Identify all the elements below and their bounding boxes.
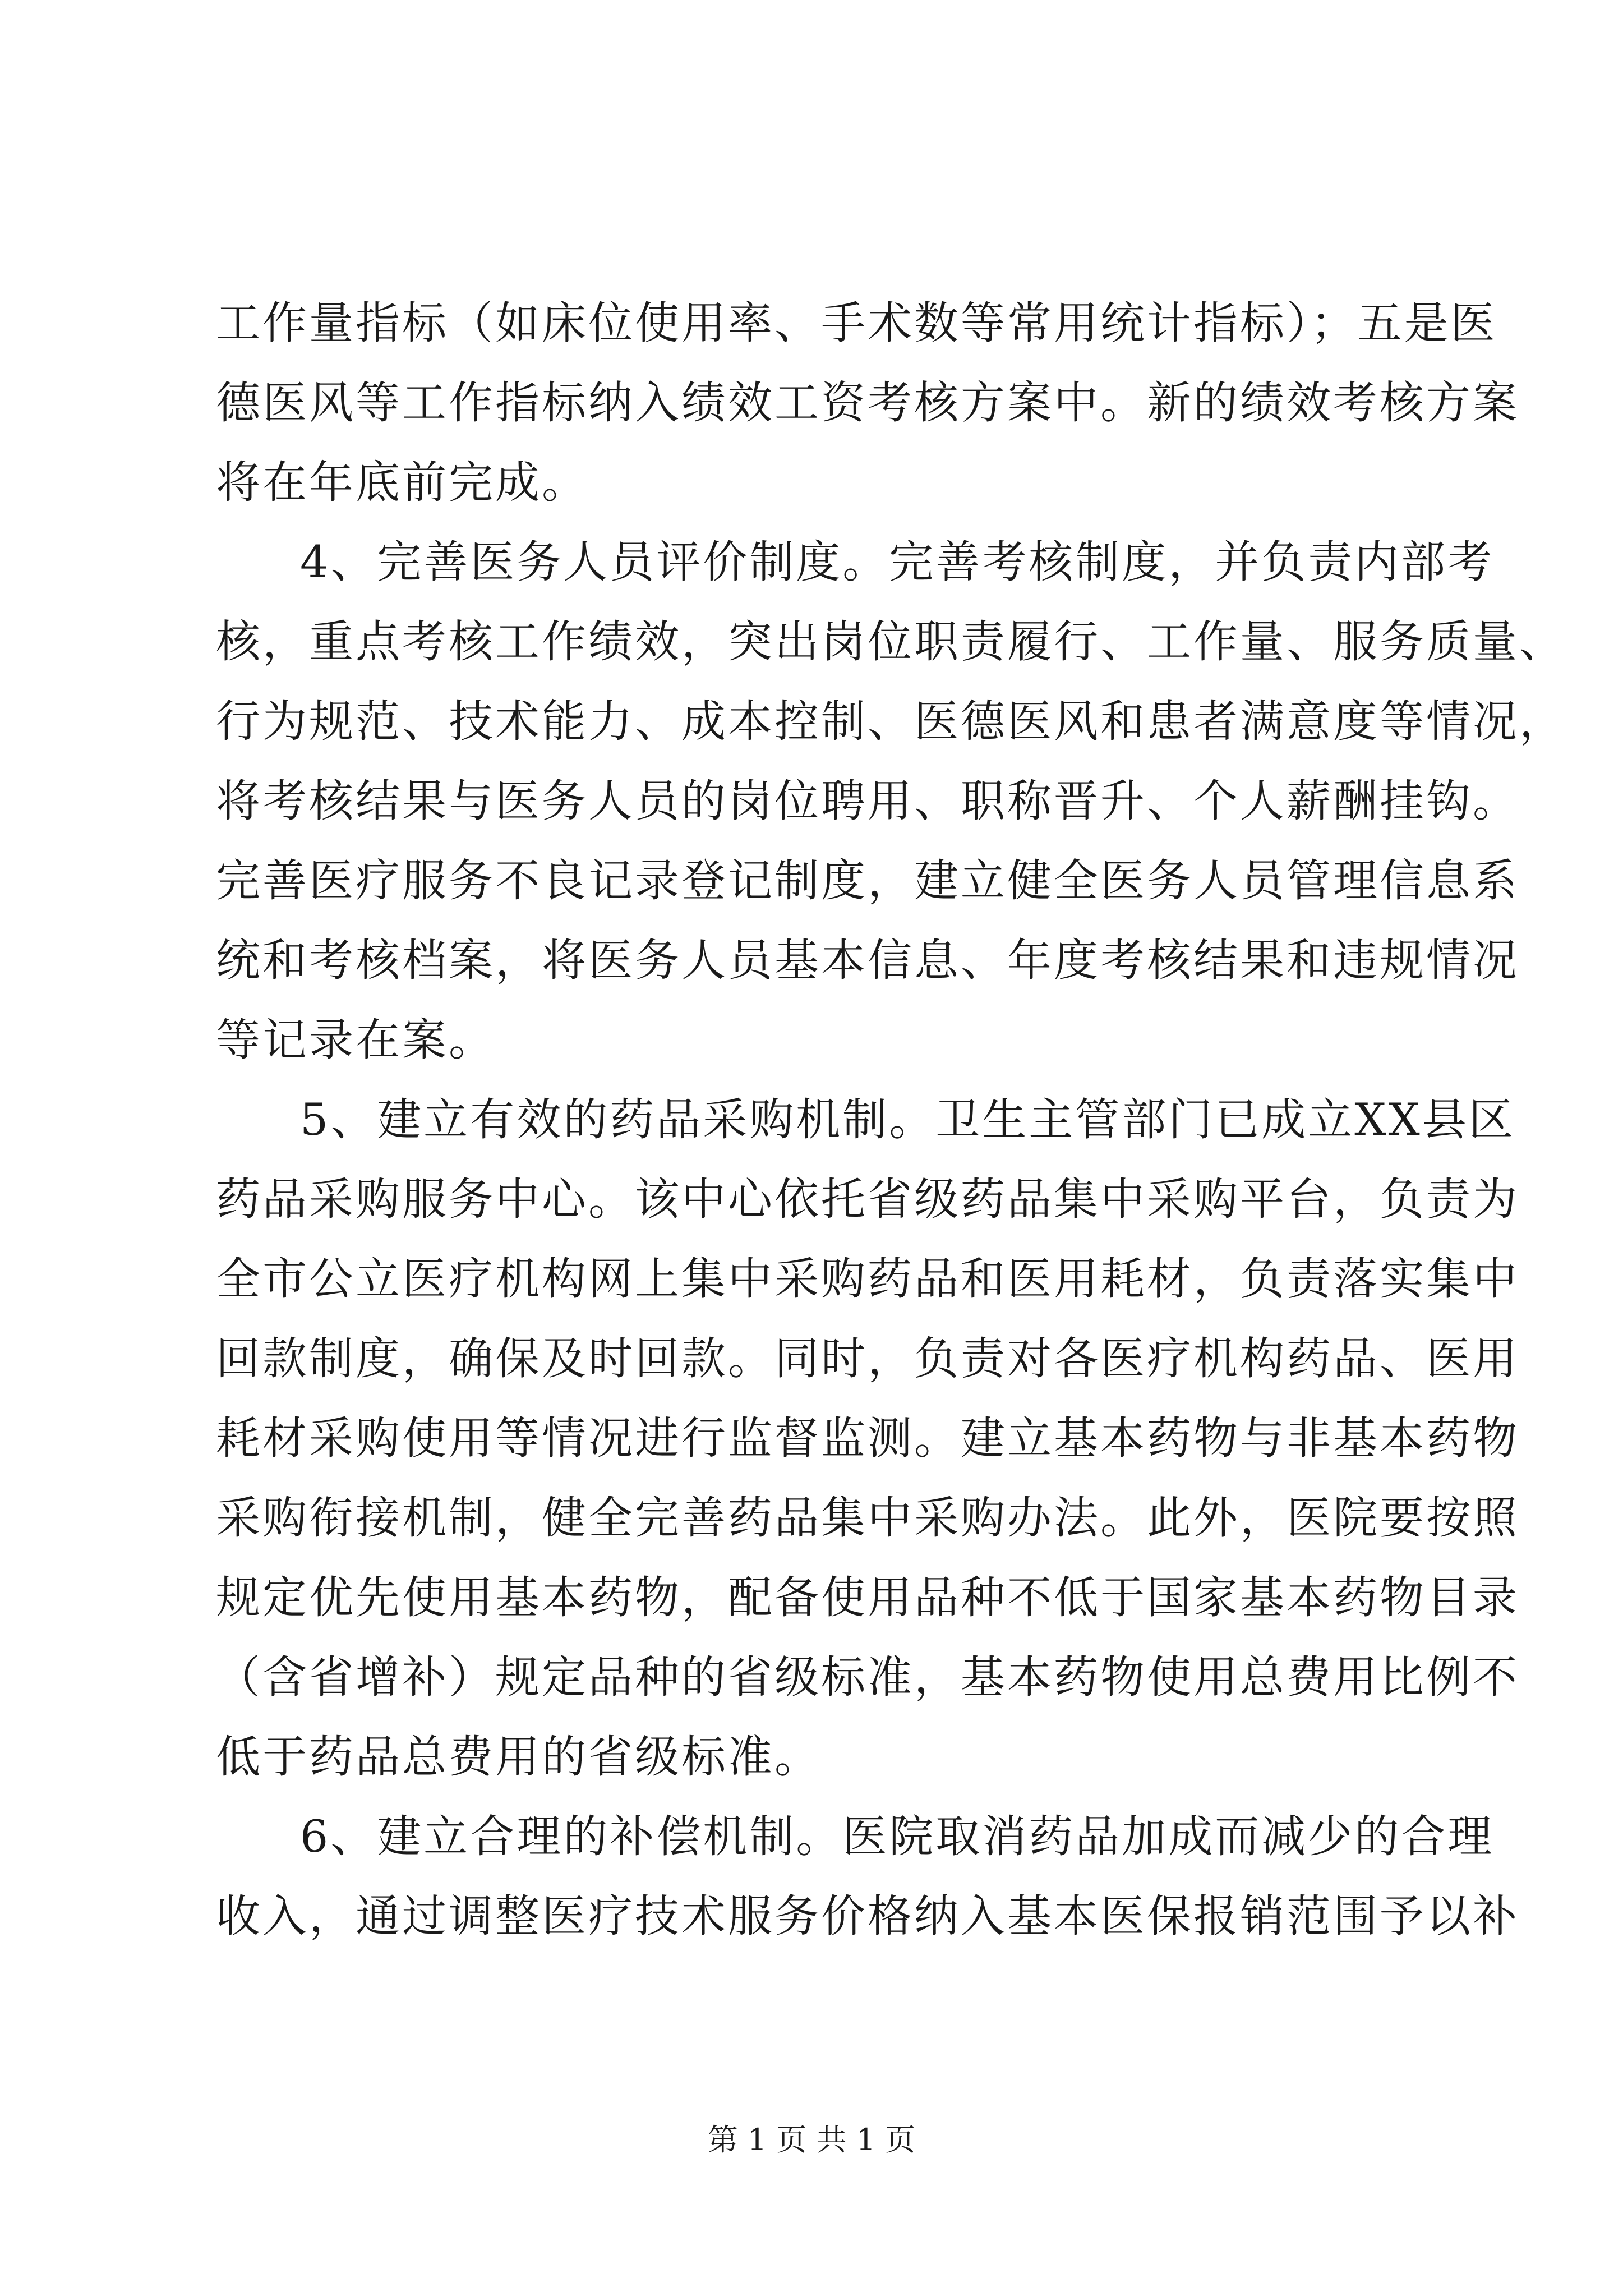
paragraph-item-6 — [216, 1797, 1519, 1956]
text-line: 行为规范、技术能力、成本控制、医德医风和患者满意度等情况， — [216, 696, 1566, 747]
text-line: 规定优先使用基本药物，配备使用品种不低于国家基本药物目录 — [216, 1572, 1519, 1623]
paragraph-item-4 — [216, 522, 1566, 1080]
text-line: 采购衔接机制，健全完善药品集中采购办法。此外，医院要按照 — [216, 1492, 1519, 1544]
text-line: 核，重点考核工作绩效，突出岗位职责履行、工作量、服务质量、 — [216, 616, 1566, 668]
text-line: 工作量指标（如床位使用率、手术数等常用统计指标）；五是医 — [216, 297, 1497, 349]
text-line: 等记录在案。 — [216, 1014, 495, 1066]
text-line: 完善医疗服务不良记录登记制度，建立健全医务人员管理信息系 — [216, 855, 1519, 907]
text-line: 耗材采购使用等情况进行监督监测。建立基本药物与非基本药物 — [216, 1412, 1519, 1464]
text-line: 将考核结果与医务人员的岗位聘用、职称晋升、个人薪酬挂钩。 — [216, 775, 1519, 827]
text-line: 低于药品总费用的省级标准。 — [216, 1731, 821, 1783]
text-line: 4、完善医务人员评价制度。完善考核制度，并负责内部考 — [300, 536, 1495, 588]
document-body — [216, 283, 1566, 1956]
text-line: 5、建立有效的药品采购机制。卫生主管部门已成立XX县区 — [300, 1094, 1515, 1145]
text-line: 回款制度，确保及时回款。同时，负责对各医疗机构药品、医用 — [216, 1333, 1519, 1384]
text-line: 统和考核档案，将医务人员基本信息、年度考核结果和违规情况 — [216, 935, 1519, 986]
text-line: 6、建立合理的补偿机制。医院取消药品加成而减少的合理 — [300, 1811, 1495, 1862]
text-line: 药品采购服务中心。该中心依托省级药品集中采购平台，负责为 — [216, 1174, 1519, 1225]
text-line: 全市公立医疗机构网上集中采购药品和医用耗材，负责落实集中 — [216, 1253, 1519, 1305]
text-line: 德医风等工作指标纳入绩效工资考核方案中。新的绩效考核方案 — [216, 377, 1519, 429]
text-line: 收入，通过调整医疗技术服务价格纳入基本医保报销范围予以补 — [216, 1890, 1519, 1942]
text-line: 将在年底前完成。 — [216, 457, 588, 508]
text-line: （含省增补）规定品种的省级标准，基本药物使用总费用比例不 — [216, 1651, 1519, 1703]
paragraph-continued — [216, 283, 1519, 522]
page-footer: 第 1 页 共 1 页 — [707, 2122, 916, 2157]
paragraph-item-5 — [216, 1080, 1519, 1797]
